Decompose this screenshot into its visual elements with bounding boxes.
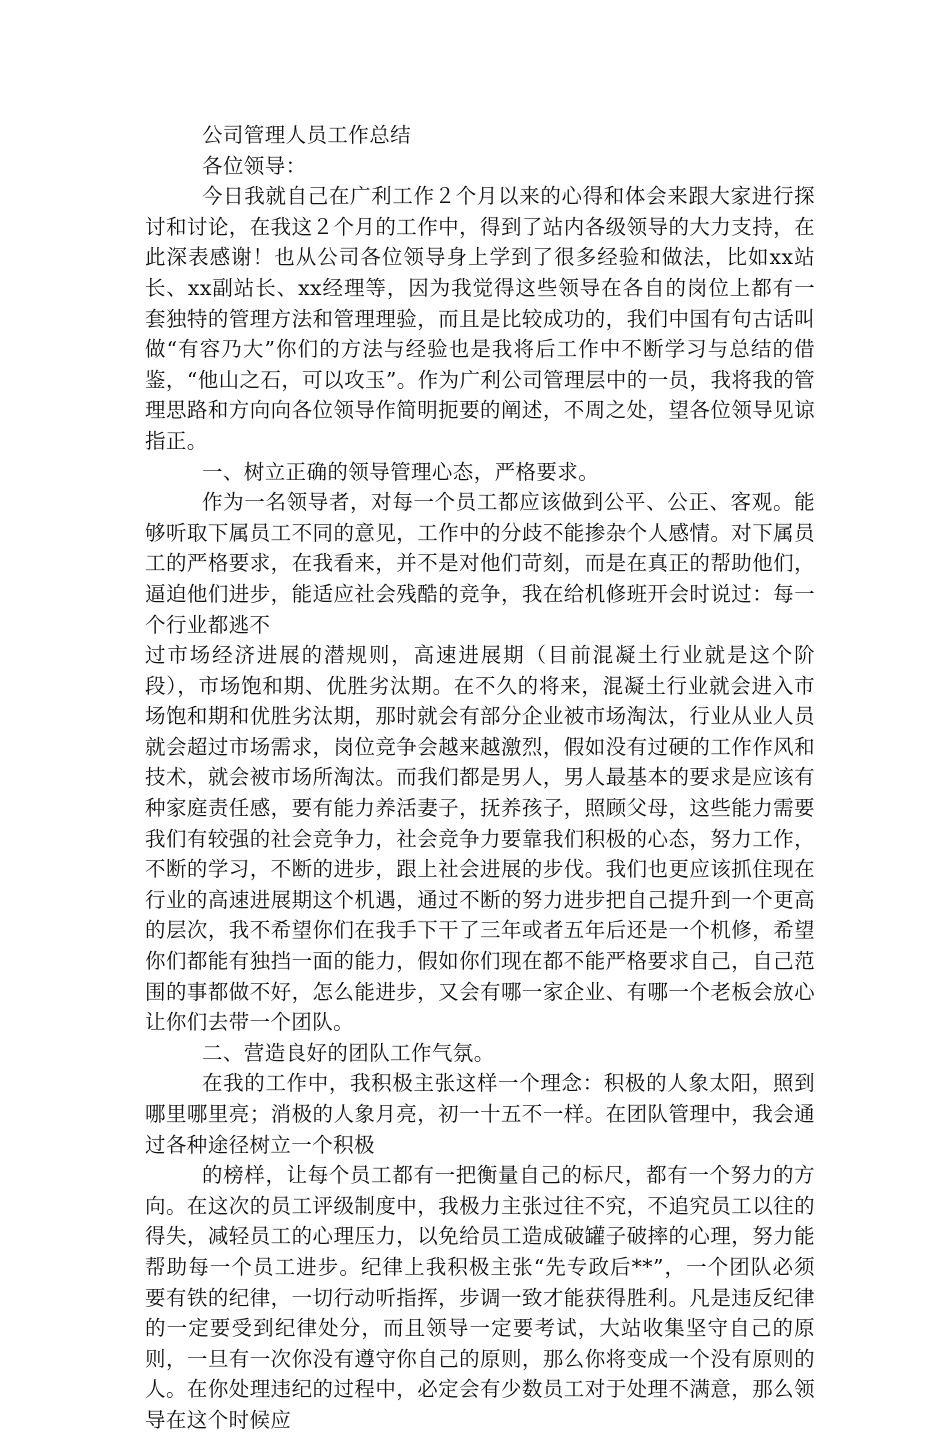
paragraph-section-1: 作为一名领导者，对每一个员工都应该做到公平、公正、客观。能够听取下属员工不同的意见，工作中的分歧不能掺杂个人感情。对下属员工的严格要求，在我看来，并不是对他们苛刻，而是在真正的帮助他们，逼迫他们进步，能适应社会残酷的竞争，我在给机修班开会时说过：每一个行业都逃不 — [145, 490, 815, 637]
paragraph-intro: 今日我就自己在广利工作２个月以来的心得和体会来跟大家进行探讨和讨论，在我这２个月的工作中，得到了站内各级领导的大力支持，在此深表感谢！也从公司各位领导身上学到了很多经验和做法，比如xx站长、xx副站长、xx经理等，因为我觉得这些领导在各自的岗位上都有一套独特的管理方法和管理理验，而且是比较成功的，我们中国有句古话叫做“有容乃大”你们的方法与经验也是我将后工作中不断学习与总结的借鉴，“他山之石，可以攻玉”。作为广利公司管理层中的一员，我将我的管理思路和方向向各位领导作简明扼要的阐述，不周之处，望各位领导见谅指正。 — [145, 184, 815, 453]
paragraph-section-1-continued: 过市场经济进展的潜规则，高速进展期（目前混凝土行业就是这个阶段），市场饱和期、优胜劣汰期。在不久的将来，混凝土行业就会进入市场饱和期和优胜劣汰期，那时就会有部分企业被市场淘汰，行业从业人员就会超过市场需求，岗位竞争会越来越激烈，假如没有过硬的工作作风和技术，就会被市场所淘汰。而我们都是男人，男人最基本的要求是应该有种家庭责任感，要有能力养活妻子，抚养孩子，照顾父母，这些能力需要我们有较强的社会竞争力，社会竞争力要靠我们积极的心态，努力工作，不断的学习，不断的进步，跟上社会进展的步伐。我们也更应该抓住现在行业的高速进展期这个机遇，通过不断的努力进步把自己提升到一个更高的层次，我不希望你们在我手下干了三年或者五年后还是一个机修，希望你们都能有独挡一面的能力，假如你们现在都不能严格要求自己，自己范围的事都做不好，怎么能进步，又会有哪一家企业、有哪一个老板会放心让你们去带一个团队。 — [145, 643, 815, 1035]
paragraph-section-2-continued: 的榜样，让每个员工都有一把衡量自己的标尺，都有一个努力的方向。在这次的员工评级制度中，我极力主张过往不究，不追究员工以往的得失，减轻员工的心理压力，以免给员工造成破罐子破摔的心理，努力能帮助每一个员工进步。纪律上我积极主张“先专政后**”，一个团队必须要有铁的纪律，一切行动听指挥，步调一致才能获得胜利。凡是违反纪律的一定要受到纪律处分，而且领导一定要考试，大站收集坚守自己的原则，一旦有一次你没有遵守你自己的原则，那么你将变成一个没有原则的人。在你处理违纪的过程中，必定会有少数员工对于处理不满意，那么领导在这个时候应 — [145, 1163, 815, 1432]
paragraph-section-2: 在我的工作中，我积极主张这样一个理念：积极的人象太阳，照到哪里哪里亮；消极的人象月亮，初一十五不一样。在团队管理中，我会通过各种途径树立一个积极 — [145, 1071, 815, 1157]
section-heading-2: 二、营造良好的团队工作气氛。 — [202, 1040, 495, 1065]
section-heading-1: 一、树立正确的领导管理心态，严格要求。 — [202, 459, 600, 484]
document-body — [145, 120, 815, 1436]
salutation: 各位领导： — [202, 153, 307, 178]
document-title: 公司管理人员工作总结 — [202, 123, 411, 147]
